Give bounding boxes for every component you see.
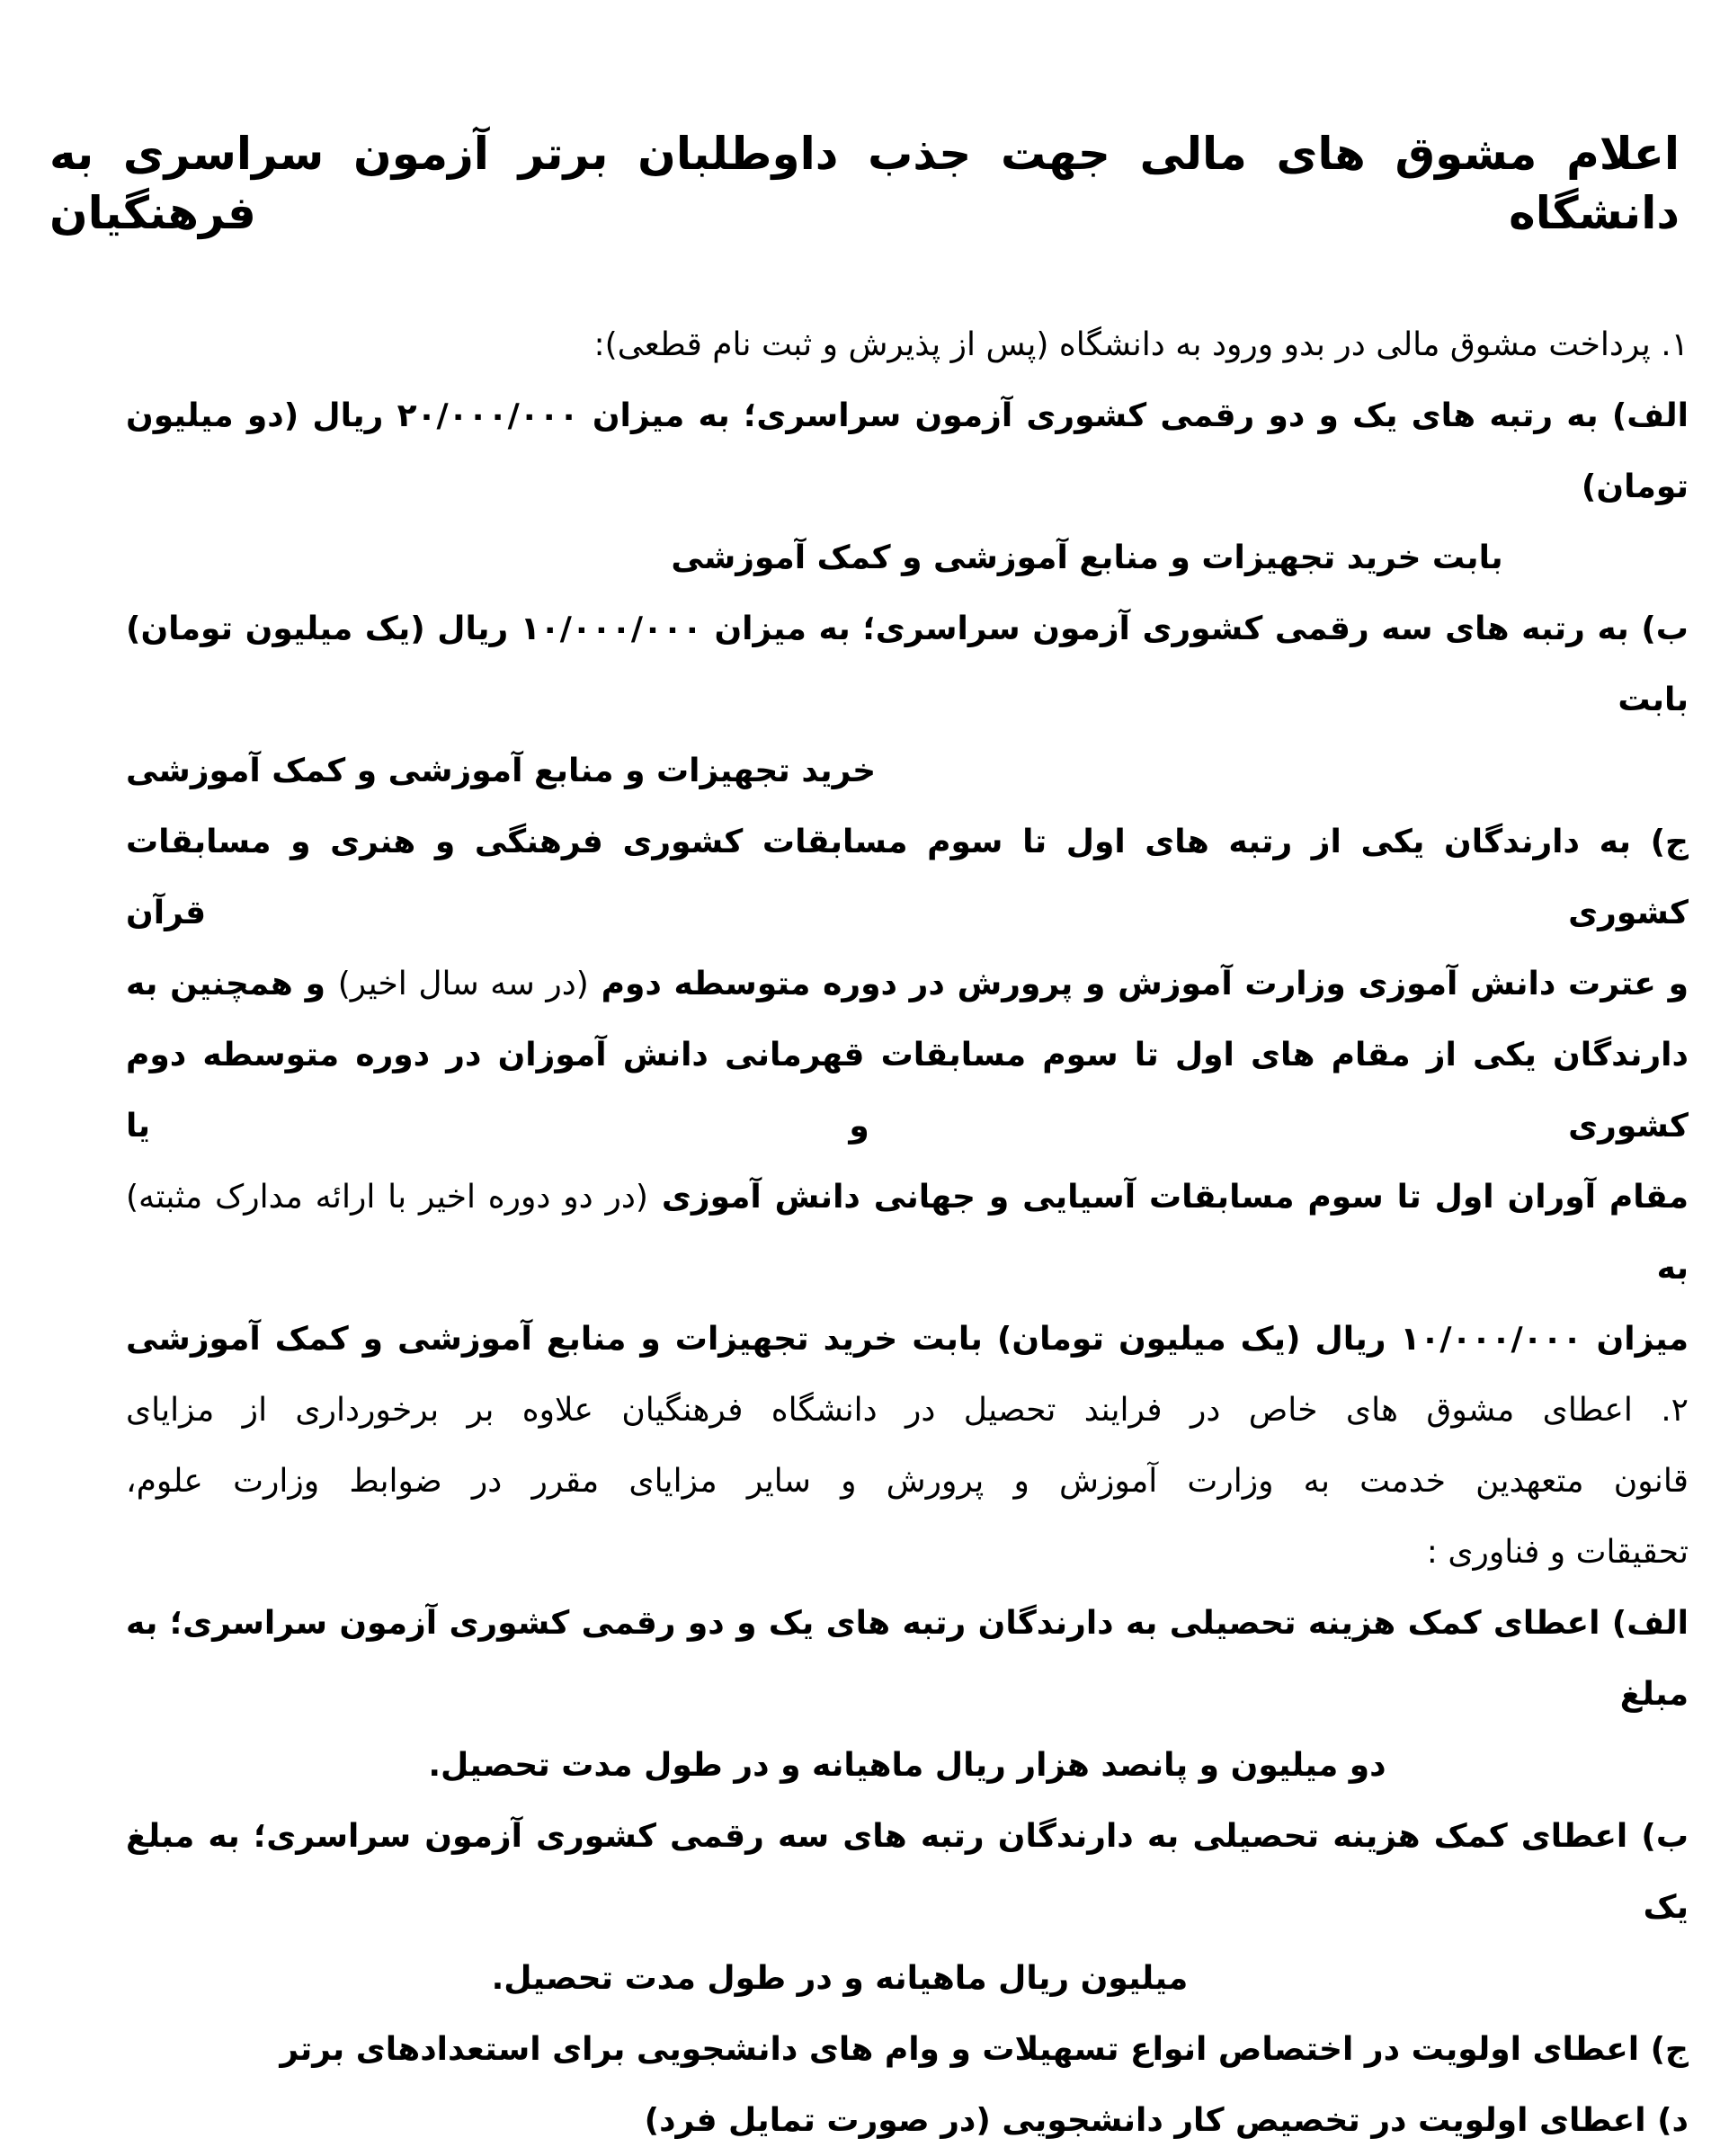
text-line-16: ب) اعطای کمک هزینه تحصیلی به دارندگان رتبه های سه رقمی کشوری آزمون سراسری؛ به مبلغ یک: [126, 1818, 1689, 1926]
text-line-9: [126, 1162, 1689, 1304]
text-line-8: دارندگان یکی از مقام های اول تا سوم مسابقات قهرمانی دانش آموزان در دوره متوسطه دوم کشوری و یا: [126, 1037, 1689, 1145]
text-line-4: ب) به رتبه های سه رقمی کشوری آزمون سراسری؛ به میزان ۱۰/۰۰۰/۰۰۰ ریال (یک میلیون تومان) بابت: [126, 610, 1689, 718]
text-line-3: بابت خرید تجهیزات و منابع آموزشی و کمک آموزشی: [671, 539, 1503, 576]
line-segment: به: [1656, 1250, 1689, 1287]
line-segment: و عترت دانش آموزی وزارت آموزش و پرورش در دوره متوسطه دوم: [601, 966, 1689, 1002]
text-line-17: میلیون ریال ماهیانه و در طول مدت تحصیل.: [491, 1960, 1189, 1997]
document-title: اعلام مشوق های مالی جهت جذب داوطلبان برتر آزمون سراسری به دانشگاه فرهنگیان: [49, 128, 1680, 239]
text-line-15: دو میلیون و پانصد هزار ریال ماهیانه و در طول مدت تحصیل.: [428, 1747, 1386, 1784]
text-line-2: الف) به رتبه های یک و دو رقمی کشوری آزمون سراسری؛ به میزان ۲۰/۰۰۰/۰۰۰ ریال (دو میلیون تومان): [126, 397, 1689, 505]
text-line-7: [126, 949, 1689, 1020]
line-segment-aside: (در سه سال اخیر): [337, 966, 589, 1002]
text-line-12: قانون متعهدین خدمت به وزارت آموزش و پرورش و سایر مزایای مقرر در ضوابط وزارت علوم،: [126, 1463, 1689, 1500]
text-line-18: ج) اعطای اولویت در اختصاص انواع تسهیلات و وام های دانشجویی برای استعدادهای برتر: [280, 2031, 1689, 2068]
document-body: [126, 309, 1689, 2156]
line-segment-aside: (در دو دوره اخیر با ارائه مدارک مثبته): [126, 1179, 648, 1216]
text-line-13: تحقیقات و فناوری :: [1426, 1534, 1689, 1571]
text-line-14: الف) اعطای کمک هزینه تحصیلی به دارندگان رتبه های یک و دو رقمی کشوری آزمون سراسری؛ به مبلغ: [126, 1605, 1689, 1713]
text-line-11: ۲. اعطای مشوق های خاص در فرایند تحصیل در دانشگاه فرهنگیان علاوه بر برخورداری از مزایای: [126, 1392, 1689, 1429]
line-segment: و همچنین به: [126, 966, 325, 1002]
text-line-5: خرید تجهیزات و منابع آموزشی و کمک آموزشی: [126, 753, 877, 789]
line-segment: مقام آوران اول تا سوم مسابقات آسیایی و جهانی دانش آموزی: [661, 1179, 1689, 1216]
text-line-10: میزان ۱۰/۰۰۰/۰۰۰ ریال (یک میلیون تومان) بابت خرید تجهیزات و منابع آموزشی و کمک آموزشی: [126, 1321, 1689, 1358]
text-line-6: ج) به دارندگان یکی از رتبه های اول تا سوم مسابقات کشوری فرهنگی و هنری و مسابقات کشوری قرآن: [126, 824, 1689, 931]
text-line-1: ۱. پرداخت مشوق مالی در بدو ورود به دانشگاه (پس از پذیرش و ثبت نام قطعی):: [593, 326, 1689, 363]
text-line-19: د) اعطای اولویت در تخصیص کار دانشجویی (در صورت تمایل فرد): [644, 2102, 1689, 2139]
